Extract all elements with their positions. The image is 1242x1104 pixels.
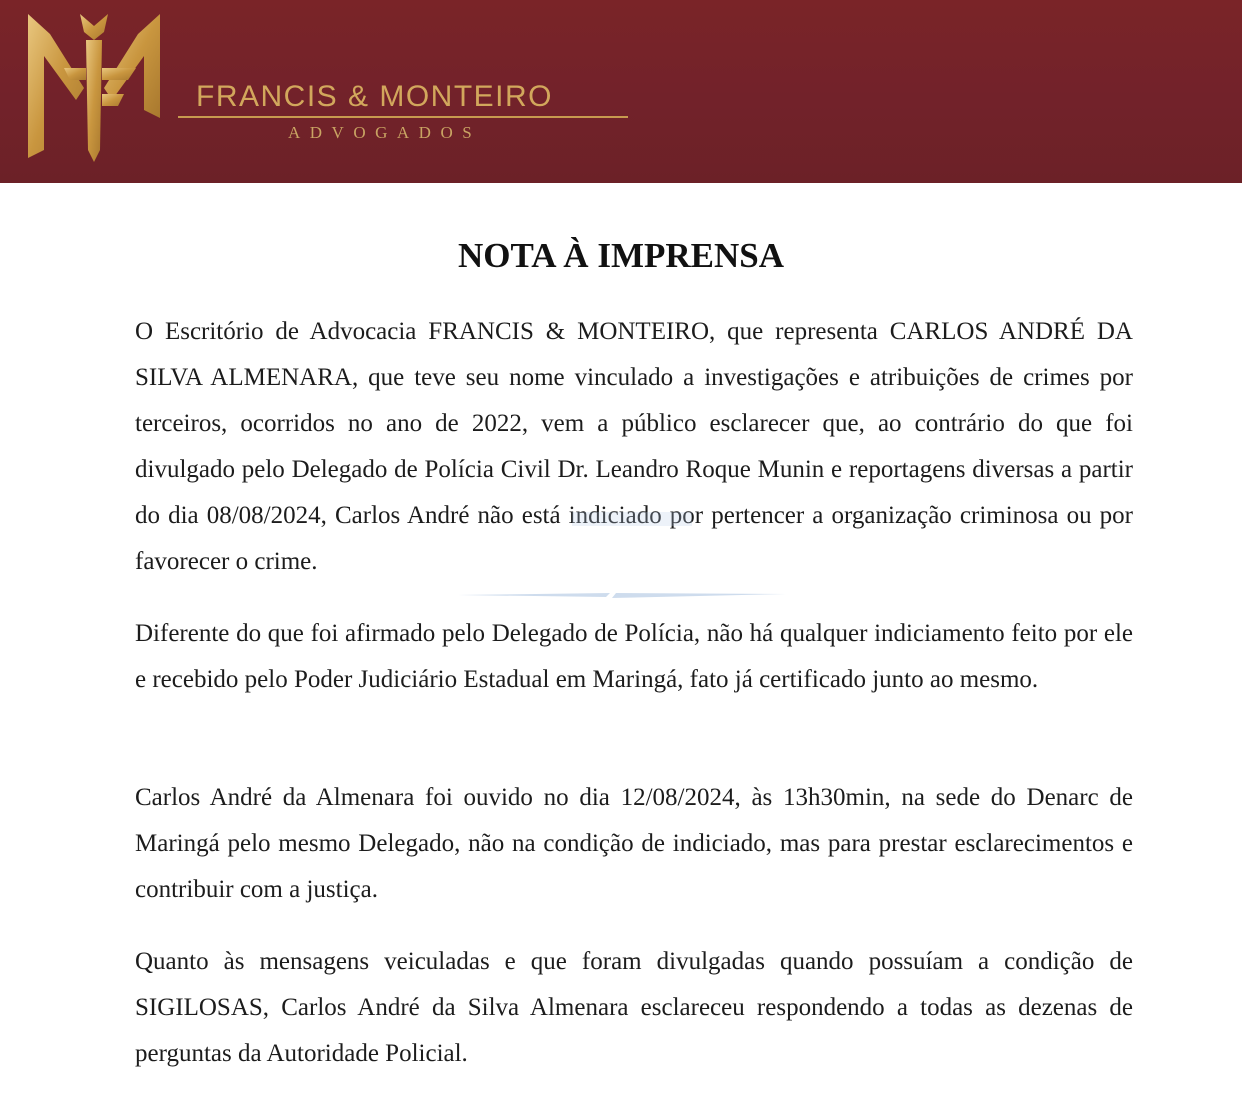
document-title: NOTA À IMPRENSA <box>457 236 785 275</box>
firm-name: FRANCIS & MONTEIRO <box>196 80 554 113</box>
firm-subtitle: ADVOGADOS <box>288 123 482 142</box>
letterhead-banner <box>0 0 1242 183</box>
fm-eagle-monogram-icon <box>24 10 164 168</box>
paragraph-4: Quanto às mensagens veiculadas e que foram divulgadas quando possuíam a condição de SIGILOSAS, Carlos André da Silva Almenara esclareceu respondendo a todas as dezenas de perguntas da Autoridade Policial. <box>135 948 1133 1067</box>
paragraph-1: O Escritório de Advocacia FRANCIS & MONTEIRO, que representa CARLOS ANDRÉ DA SILVA ALMENARA, que teve seu nome vinculado a investigações e atribuições de crimes por terceiros, ocorridos no ano de 2022, vem a público esclarecer que, ao contrário do que foi divulgado pelo Delegado de Polícia Civil Dr. Leandro Roque Munin e reportagens diversas a partir do dia 08/08/2024, Carlos André não está indiciado por pertencer a organização criminosa ou por favorecer o crime. <box>135 318 1133 575</box>
paragraph-3: Carlos André da Almenara foi ouvido no dia 12/08/2024, às 13h30min, na sede do Denarc de Maringá pelo mesmo Delegado, não na condição de indiciado, mas para prestar esclarecimentos e contribuir com a justiça. <box>135 784 1133 903</box>
firm-name-divider <box>178 116 628 118</box>
paragraph-2: Diferente do que foi afirmado pelo Delegado de Polícia, não há qualquer indiciamento feito por ele e recebido pelo Poder Judiciário Estadual em Maringá, fato já certificado junto ao mesmo. <box>135 620 1133 693</box>
